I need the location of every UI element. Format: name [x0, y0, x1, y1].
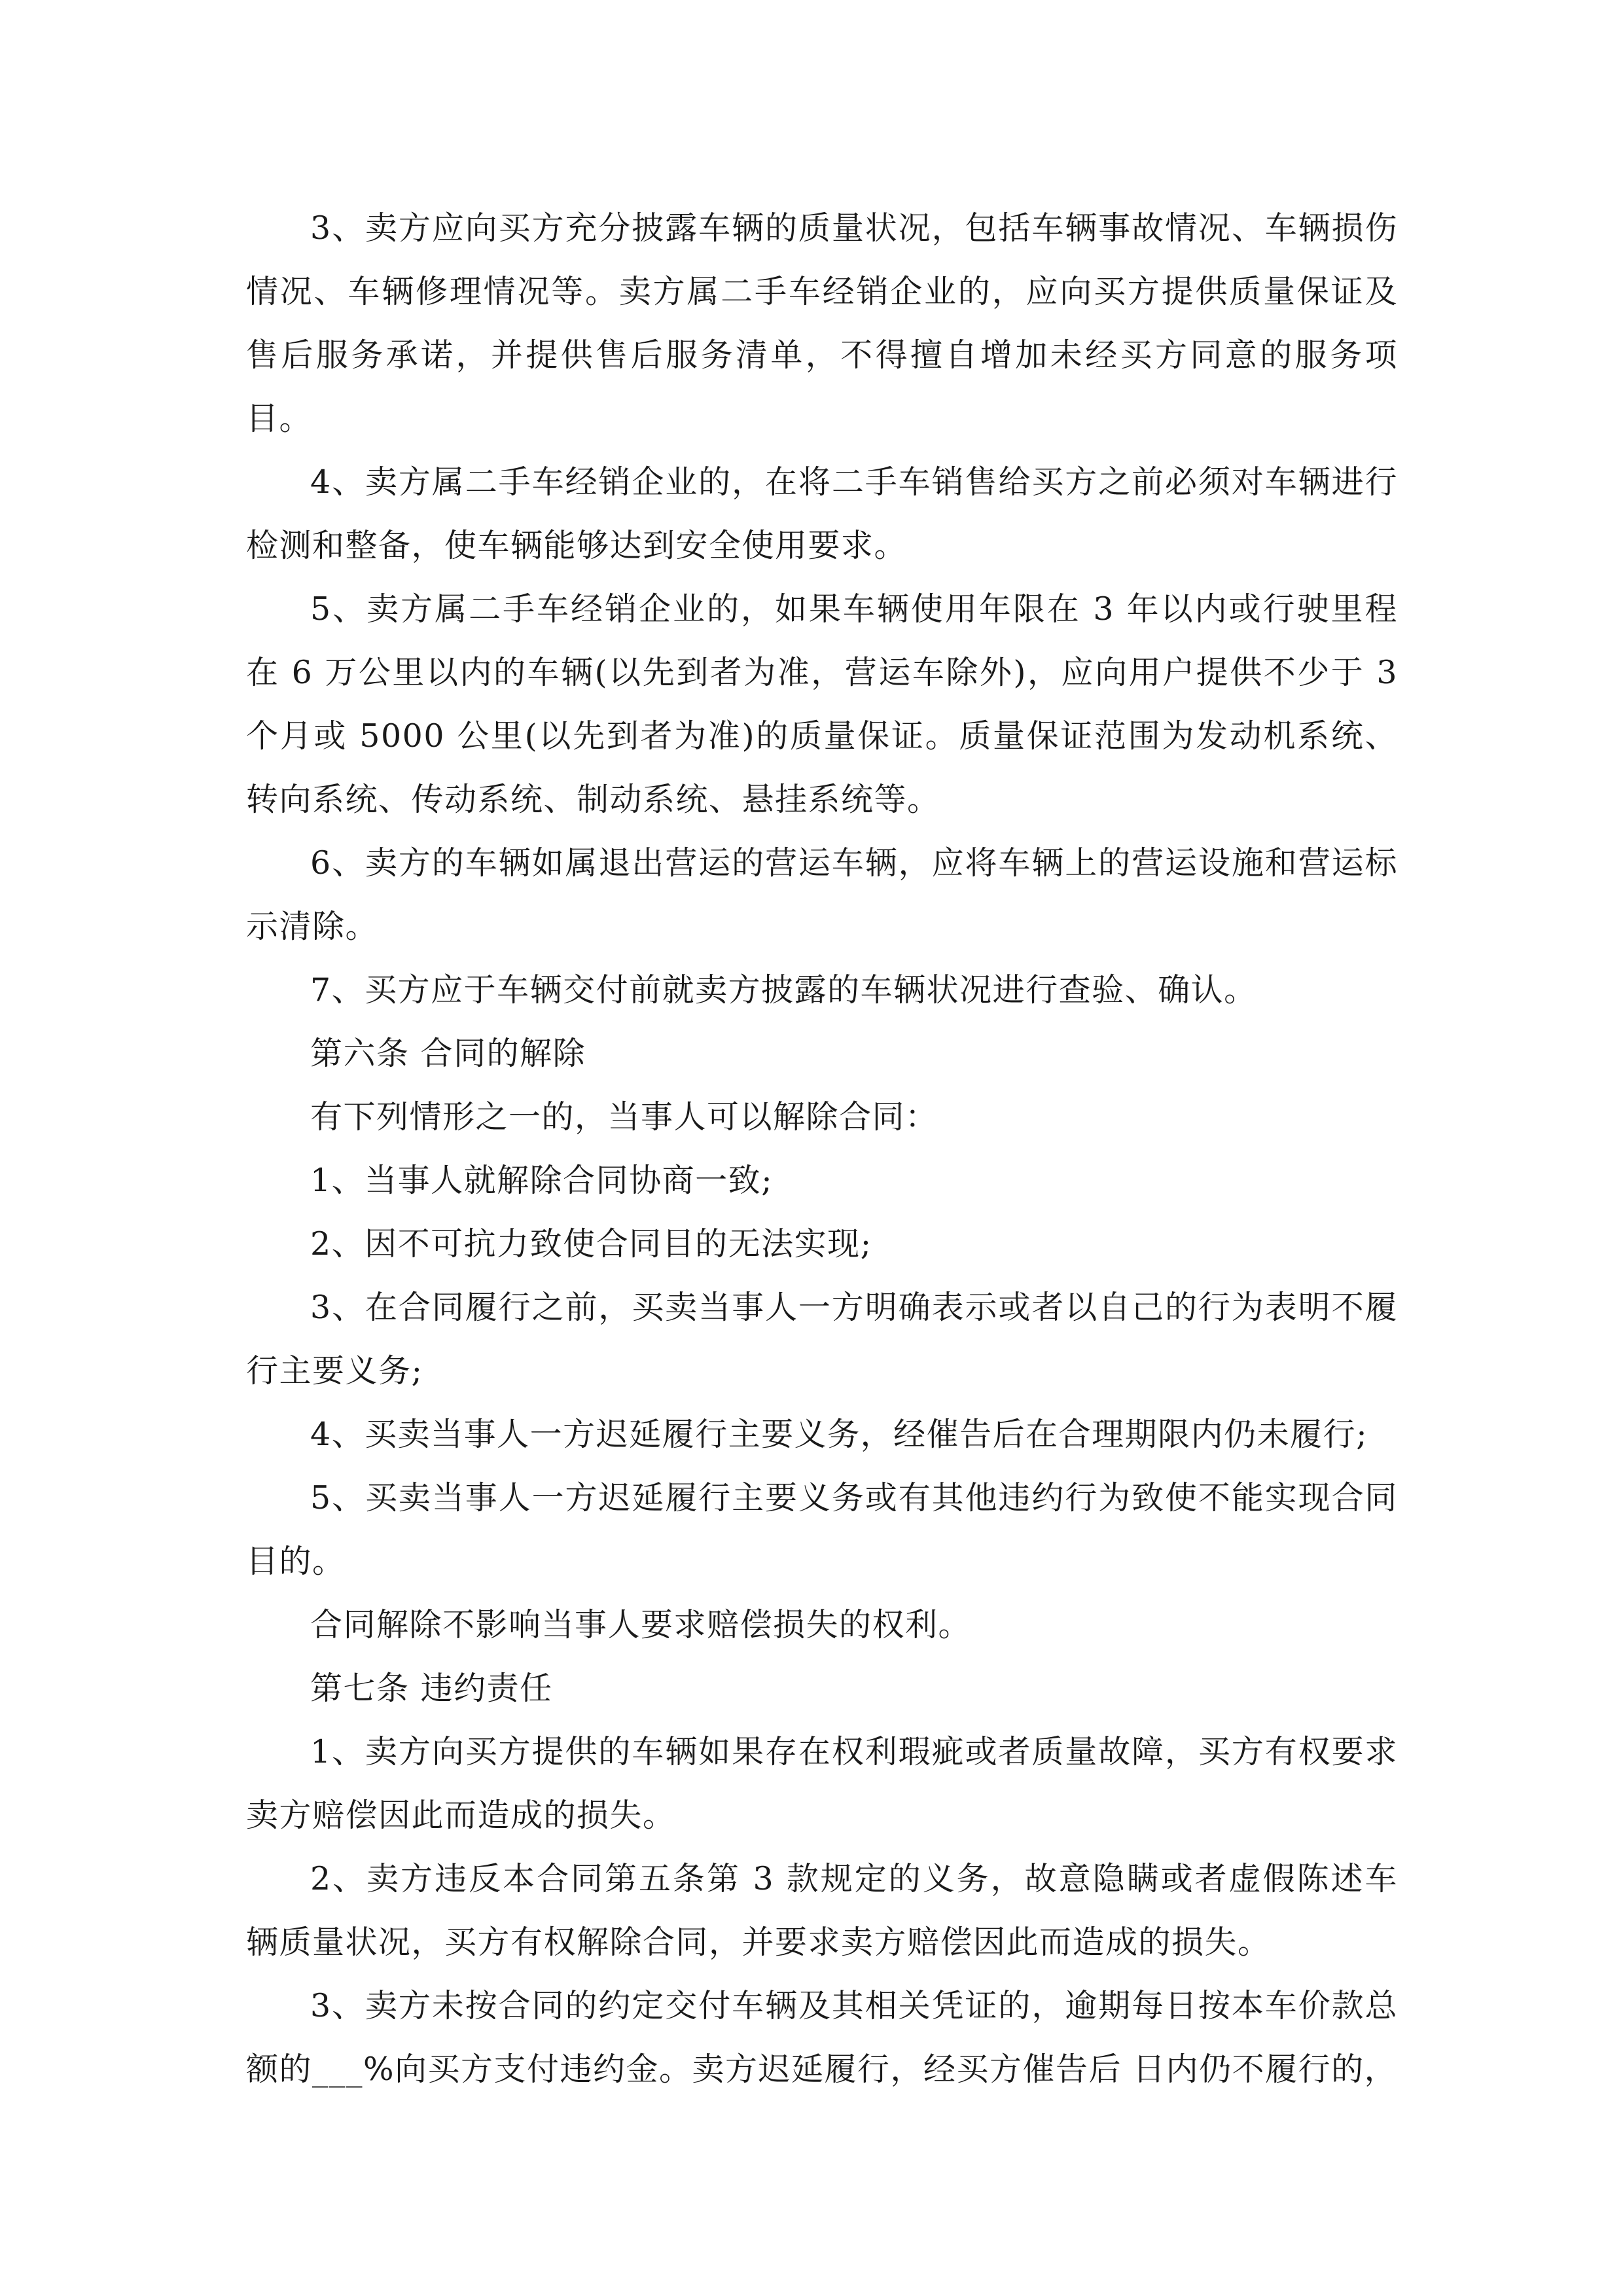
clause-6-note: 合同解除不影响当事人要求赔偿损失的权利。 [310, 1606, 972, 1643]
clause-7-item-1: 1、卖方向买方提供的车辆如果存在权利瑕疵或者质量故障，买方有权要求卖方赔偿因此而造成的损失。 [246, 1733, 1398, 1834]
document-body [246, 196, 1398, 2101]
clause-6-item-2: 2、因不可抗力致使合同目的无法实现; [310, 1225, 872, 1263]
section-heading-article-7: 第七条 违约责任 [310, 1670, 553, 1707]
clause-6-item-4: 4、买卖当事人一方迟延履行主要义务，经催告后在合理期限内仍未履行; [310, 1416, 1368, 1453]
clause-5-item-7: 7、买方应于车辆交付前就卖方披露的车辆状况进行查验、确认。 [310, 971, 1257, 1009]
clause-5-item-3: 3、卖方应向买方充分披露车辆的质量状况，包括车辆事故情况、车辆损伤情况、车辆修理情况等。卖方属二手车经销企业的，应向买方提供质量保证及售后服务承诺，并提供售后服务清单，不得擅自增加未经买方同意的服务项目。 [246, 209, 1398, 437]
clause-6-item-1: 1、当事人就解除合同协商一致; [310, 1162, 774, 1199]
clause-6-item-3: 3、在合同履行之前，买卖当事人一方明确表示或者以自己的行为表明不履行主要义务; [246, 1289, 1398, 1390]
clause-6-intro: 有下列情形之一的，当事人可以解除合同： [310, 1098, 938, 1136]
clause-6-item-5: 5、买卖当事人一方迟延履行主要义务或有其他违约行为致使不能实现合同目的。 [246, 1479, 1398, 1580]
clause-7-item-2: 2、卖方违反本合同第五条第 3 款规定的义务，故意隐瞒或者虚假陈述车辆质量状况，买方有权解除合同，并要求卖方赔偿因此而造成的损失。 [246, 1860, 1398, 1961]
clause-5-item-4: 4、卖方属二手车经销企业的，在将二手车销售给买方之前必须对车辆进行检测和整备，使车辆能够达到安全使用要求。 [246, 463, 1398, 564]
clause-5-item-6: 6、卖方的车辆如属退出营运的营运车辆，应将车辆上的营运设施和营运标示清除。 [246, 844, 1398, 945]
clause-7-item-3: 3、卖方未按合同的约定交付车辆及其相关凭证的，逾期每日按本车价款总额的___%向买方支付违约金。卖方迟延履行，经买方催告后 日内仍不履行的， [246, 1987, 1398, 2088]
clause-5-item-5: 5、卖方属二手车经销企业的，如果车辆使用年限在 3 年以内或行驶里程在 6 万公里以内的车辆(以先到者为准，营运车除外)，应向用户提供不少于 3 个月或 5000 公里(以先到者为准)的质量保证。质量保证范围为发动机系统、转向系统、传动系统、制动系统、悬挂系统等。 [246, 590, 1398, 818]
section-heading-article-6: 第六条 合同的解除 [310, 1035, 586, 1072]
